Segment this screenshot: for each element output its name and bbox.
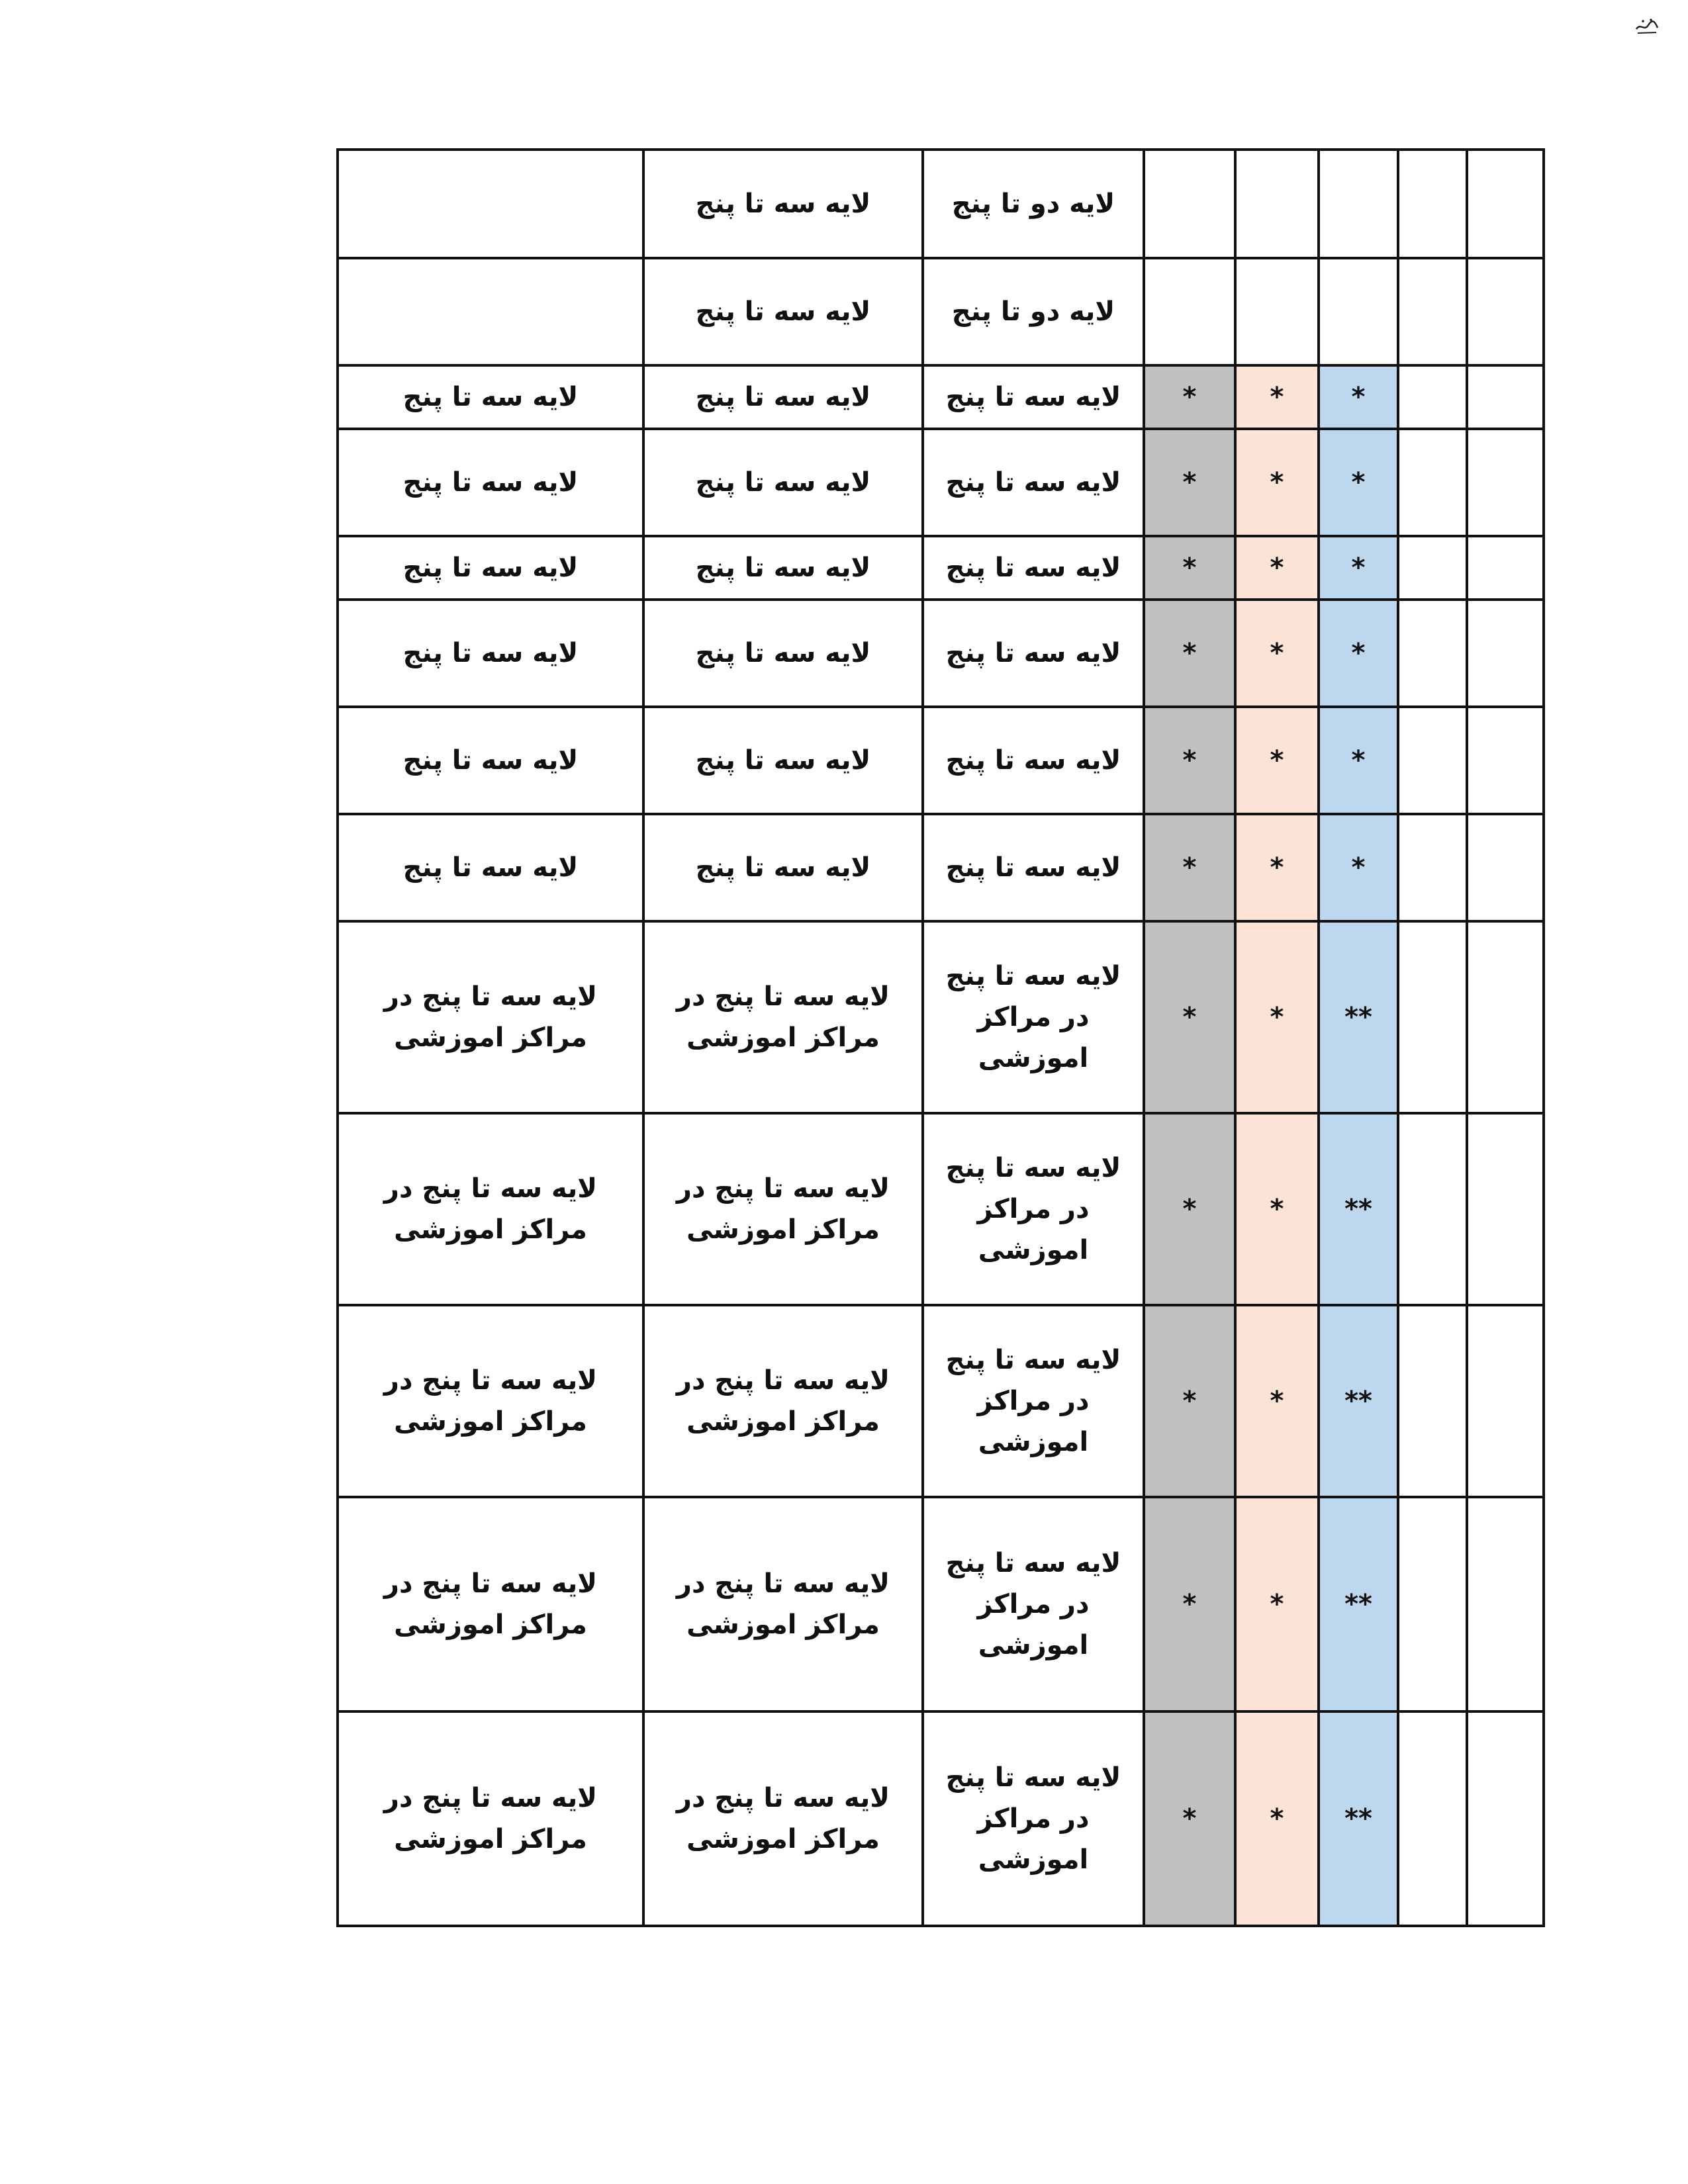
mark-cell-1 <box>1144 258 1235 365</box>
mark-cell-1: * <box>1144 365 1235 429</box>
cell-scope-c2: لایه سه تا پنج <box>643 365 923 429</box>
mark-cell-3 <box>1319 150 1398 258</box>
table-row <box>338 1497 1544 1711</box>
table-row <box>338 536 1544 600</box>
empty-cell <box>1467 429 1544 536</box>
cell-scope-c3: لایه سه تا پنج در مراکز اموزشی <box>923 1711 1144 1926</box>
cell-scope-c2: لایه سه تا پنج <box>643 707 923 814</box>
mark-cell-3: * <box>1319 600 1398 707</box>
cell-scope-c2: لایه سه تا پنج در مراکز اموزشی <box>643 921 923 1113</box>
mark-cell-2 <box>1235 150 1319 258</box>
empty-cell <box>1398 1711 1467 1926</box>
cell-scope-c2: لایه سه تا پنج <box>643 429 923 536</box>
cell-scope-c1: لایه سه تا پنج <box>338 600 643 707</box>
cell-scope-c1: لایه سه تا پنج <box>338 536 643 600</box>
empty-cell <box>1467 258 1544 365</box>
table-row <box>338 1711 1544 1926</box>
mark-cell-1: * <box>1144 429 1235 536</box>
cell-scope-c3: لایه سه تا پنج در مراکز اموزشی <box>923 1497 1144 1711</box>
cell-scope-c1: لایه سه تا پنج در مراکز اموزشی <box>338 1497 643 1711</box>
table-row <box>338 429 1544 536</box>
empty-cell <box>1398 1305 1467 1497</box>
empty-cell <box>1398 365 1467 429</box>
empty-cell <box>1398 536 1467 600</box>
cell-scope-c2: لایه سه تا پنج <box>643 536 923 600</box>
table-row <box>338 365 1544 429</box>
mark-cell-1: * <box>1144 1497 1235 1711</box>
mark-cell-2: * <box>1235 921 1319 1113</box>
mark-cell-2: * <box>1235 814 1319 921</box>
empty-cell <box>1467 1711 1544 1926</box>
mark-cell-3: ** <box>1319 1497 1398 1711</box>
cell-scope-c3: لایه سه تا پنج در مراکز اموزشی <box>923 1113 1144 1305</box>
table-row <box>338 1113 1544 1305</box>
mark-cell-1: * <box>1144 707 1235 814</box>
cell-scope-c2: لایه سه تا پنج <box>643 150 923 258</box>
mark-cell-1: * <box>1144 536 1235 600</box>
empty-cell <box>1398 921 1467 1113</box>
mark-cell-3: ** <box>1319 1113 1398 1305</box>
empty-cell <box>1467 600 1544 707</box>
cell-scope-c2: لایه سه تا پنج <box>643 600 923 707</box>
mark-cell-3: * <box>1319 429 1398 536</box>
cell-scope-c1: لایه سه تا پنج <box>338 429 643 536</box>
mark-cell-3 <box>1319 258 1398 365</box>
cell-scope-c1: لایه سه تا پنج در مراکز اموزشی <box>338 1711 643 1926</box>
mark-cell-3: ** <box>1319 1711 1398 1926</box>
empty-cell <box>1398 1497 1467 1711</box>
cell-scope-c2: لایه سه تا پنج در مراکز اموزشی <box>643 1497 923 1711</box>
cell-scope-c1: لایه سه تا پنج <box>338 814 643 921</box>
empty-cell <box>1398 429 1467 536</box>
table-row <box>338 814 1544 921</box>
empty-cell <box>1467 707 1544 814</box>
mark-cell-2: * <box>1235 1711 1319 1926</box>
table-row <box>338 921 1544 1113</box>
mark-cell-1: * <box>1144 1305 1235 1497</box>
table-row <box>338 600 1544 707</box>
cell-scope-c3: لایه سه تا پنج در مراکز اموزشی <box>923 1305 1144 1497</box>
cell-scope-c1: لایه سه تا پنج در مراکز اموزشی <box>338 1113 643 1305</box>
cell-scope-c2: لایه سه تا پنج در مراکز اموزشی <box>643 1305 923 1497</box>
empty-cell <box>1398 814 1467 921</box>
cell-scope-c1 <box>338 150 643 258</box>
mark-cell-2: * <box>1235 1497 1319 1711</box>
cell-scope-c3: لایه دو تا پنج <box>923 150 1144 258</box>
cell-scope-c3: لایه سه تا پنج در مراکز اموزشی <box>923 921 1144 1113</box>
mark-cell-1: * <box>1144 921 1235 1113</box>
mark-cell-2: * <box>1235 365 1319 429</box>
cell-scope-c2: لایه سه تا پنج <box>643 814 923 921</box>
empty-cell <box>1398 258 1467 365</box>
empty-cell <box>1467 150 1544 258</box>
mark-cell-3: * <box>1319 814 1398 921</box>
cell-scope-c1: لایه سه تا پنج در مراکز اموزشی <box>338 921 643 1113</box>
mark-cell-1: * <box>1144 814 1235 921</box>
empty-cell <box>1467 814 1544 921</box>
cell-scope-c3: لایه دو تا پنج <box>923 258 1144 365</box>
table-row <box>338 1305 1544 1497</box>
mark-cell-3: ** <box>1319 921 1398 1113</box>
empty-cell <box>1467 1305 1544 1497</box>
empty-cell <box>1467 365 1544 429</box>
mark-cell-1 <box>1144 150 1235 258</box>
cell-scope-c3: لایه سه تا پنج <box>923 365 1144 429</box>
cell-scope-c1: لایه سه تا پنج <box>338 365 643 429</box>
cell-scope-c1 <box>338 258 643 365</box>
mark-cell-2: * <box>1235 707 1319 814</box>
empty-cell <box>1467 1497 1544 1711</box>
cell-scope-c3: لایه سه تا پنج <box>923 814 1144 921</box>
mark-cell-1: * <box>1144 1711 1235 1926</box>
cell-scope-c1: لایه سه تا پنج در مراکز اموزشی <box>338 1305 643 1497</box>
mark-cell-3: * <box>1319 365 1398 429</box>
empty-cell <box>1398 1113 1467 1305</box>
mark-cell-3: * <box>1319 536 1398 600</box>
empty-cell <box>1467 921 1544 1113</box>
mark-cell-2: * <box>1235 600 1319 707</box>
mark-cell-2: * <box>1235 429 1319 536</box>
mark-cell-2 <box>1235 258 1319 365</box>
mark-cell-2: * <box>1235 1305 1319 1497</box>
cell-scope-c3: لایه سه تا پنج <box>923 707 1144 814</box>
mark-cell-2: * <box>1235 1113 1319 1305</box>
cell-scope-c2: لایه سه تا پنج در مراکز اموزشی <box>643 1711 923 1926</box>
table-row <box>338 707 1544 814</box>
mark-cell-2: * <box>1235 536 1319 600</box>
empty-cell <box>1467 1113 1544 1305</box>
cell-scope-c3: لایه سه تا پنج <box>923 429 1144 536</box>
cell-scope-c2: لایه سه تا پنج در مراکز اموزشی <box>643 1113 923 1305</box>
cell-scope-c1: لایه سه تا پنج <box>338 707 643 814</box>
cell-scope-c3: لایه سه تا پنج <box>923 536 1144 600</box>
empty-cell <box>1467 536 1544 600</box>
table-row <box>338 150 1544 258</box>
mark-cell-1: * <box>1144 600 1235 707</box>
mark-cell-3: * <box>1319 707 1398 814</box>
cell-scope-c2: لایه سه تا پنج <box>643 258 923 365</box>
mark-cell-3: ** <box>1319 1305 1398 1497</box>
cell-scope-c3: لایه سه تا پنج <box>923 600 1144 707</box>
layer-schedule-table <box>336 148 1545 1927</box>
mark-cell-1: * <box>1144 1113 1235 1305</box>
table-row <box>338 258 1544 365</box>
signature-logo-icon <box>1634 15 1660 38</box>
empty-cell <box>1398 150 1467 258</box>
empty-cell <box>1398 707 1467 814</box>
empty-cell <box>1398 600 1467 707</box>
